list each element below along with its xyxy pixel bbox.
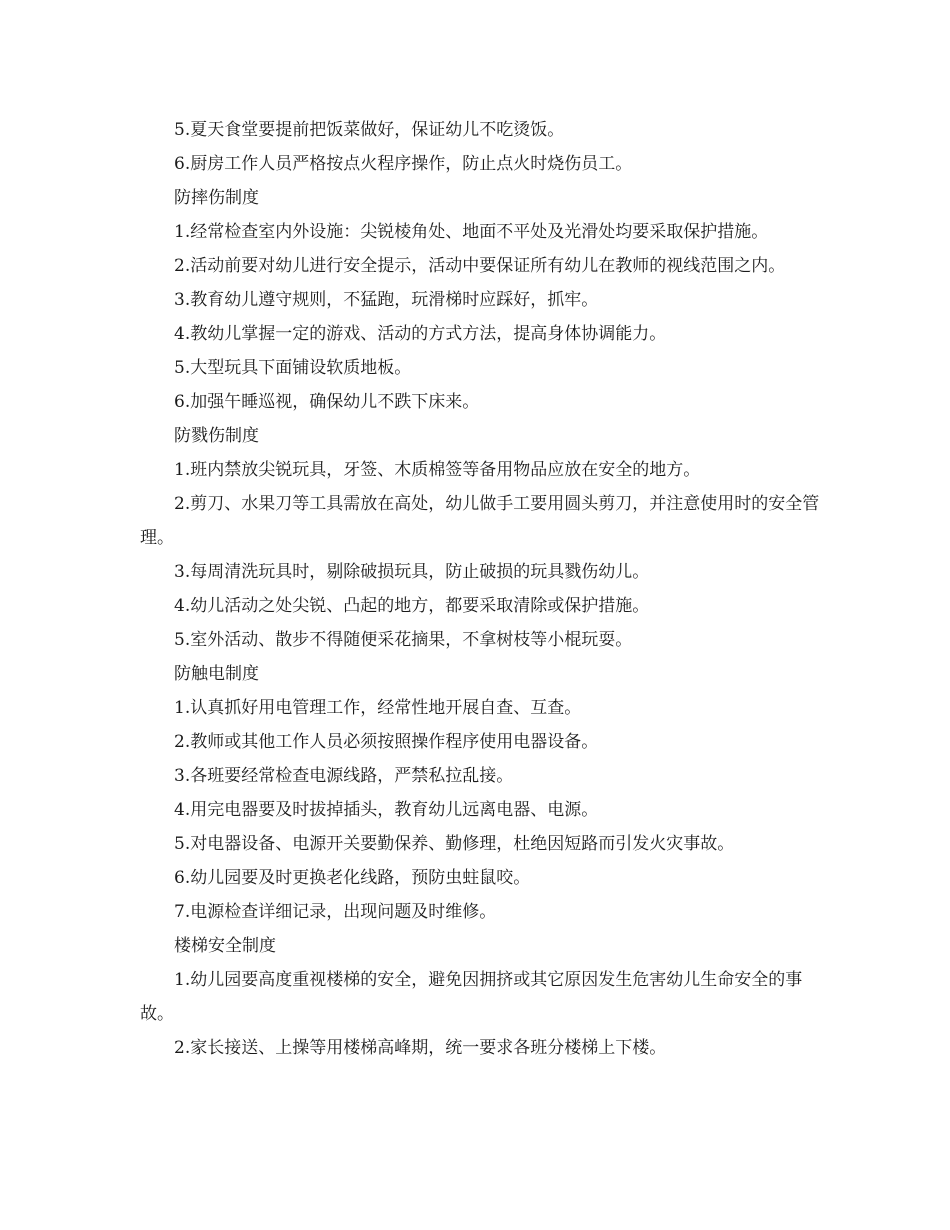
paragraph: 5.对电器设备、电源开关要勤保养、勤修理，杜绝因短路而引发火灾事故。 (174, 834, 735, 854)
section-heading: 防摔伤制度 (174, 188, 259, 208)
paragraph: 6.厨房工作人员严格按点火程序操作，防止点火时烧伤员工。 (174, 154, 633, 174)
paragraph: 1.班内禁放尖锐玩具，牙签、木质棉签等备用物品应放在安全的地方。 (174, 460, 701, 480)
paragraph: 7.电源检查详细记录，出现问题及时维修。 (174, 902, 497, 922)
document-body (140, 113, 820, 1065)
paragraph: 3.各班要经常检查电源线路，严禁私拉乱接。 (174, 766, 514, 786)
paragraph: 6.加强午睡巡视，确保幼儿不跌下床来。 (174, 392, 480, 412)
paragraph: 2.家长接送、上操等用楼梯高峰期，统一要求各班分楼梯上下楼。 (174, 1038, 667, 1058)
paragraph: 5.室外活动、散步不得随便采花摘果，不拿树枝等小棍玩耍。 (174, 630, 633, 650)
paragraph: 3.教育幼儿遵守规则，不猛跑，玩滑梯时应踩好，抓牢。 (174, 290, 599, 310)
section-heading: 防触电制度 (174, 664, 259, 684)
paragraph: 5.夏天食堂要提前把饭菜做好，保证幼儿不吃烫饭。 (174, 120, 565, 140)
paragraph: 2.活动前要对幼儿进行安全提示，活动中要保证所有幼儿在教师的视线范围之内。 (174, 256, 786, 276)
paragraph: 2.教师或其他工作人员必须按照操作程序使用电器设备。 (174, 732, 599, 752)
paragraph: 5.大型玩具下面铺设软质地板。 (174, 358, 412, 378)
paragraph: 6.幼儿园要及时更换老化线路，预防虫蛀鼠咬。 (174, 868, 531, 888)
paragraph: 1.认真抓好用电管理工作，经常性地开展自查、互查。 (174, 698, 582, 718)
section-heading: 楼梯安全制度 (174, 936, 276, 956)
paragraph: 1.经常检查室内外设施：尖锐棱角处、地面不平处及光滑处均要采取保护措施。 (174, 222, 769, 242)
paragraph: 2.剪刀、水果刀等工具需放在高处，幼儿做手工要用圆头剪刀，并注意使用时的安全管理。 (140, 494, 820, 548)
paragraph: 4.教幼儿掌握一定的游戏、活动的方式方法，提高身体协调能力。 (174, 324, 667, 344)
paragraph: 4.幼儿活动之处尖锐、凸起的地方，都要采取清除或保护措施。 (174, 596, 650, 616)
paragraph: 4.用完电器要及时拔掉插头，教育幼儿远离电器、电源。 (174, 800, 599, 820)
paragraph: 3.每周清洗玩具时，剔除破损玩具，防止破损的玩具戮伤幼儿。 (174, 562, 650, 582)
paragraph: 1.幼儿园要高度重视楼梯的安全，避免因拥挤或其它原因发生危害幼儿生命安全的事故。 (140, 970, 803, 1024)
section-heading: 防戮伤制度 (174, 426, 259, 446)
